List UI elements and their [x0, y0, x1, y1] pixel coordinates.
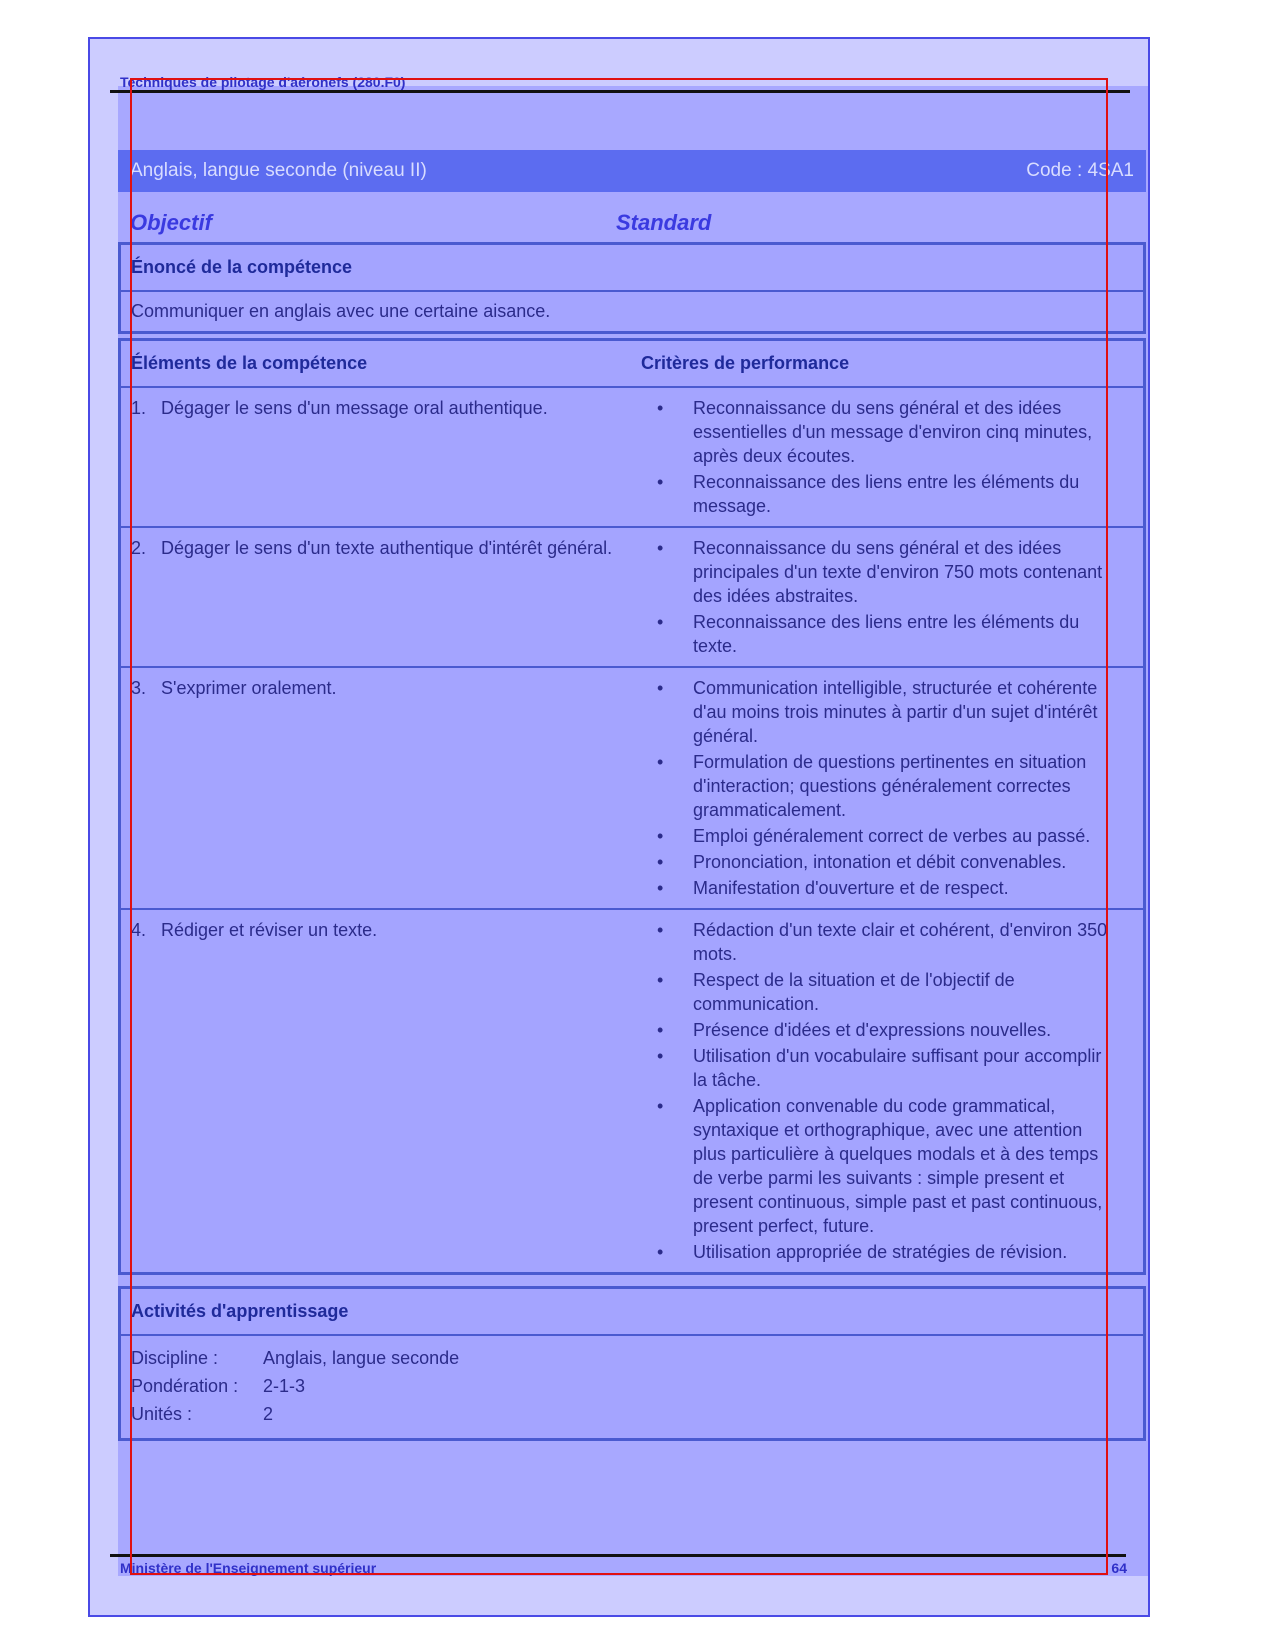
- activites-body: [121, 1336, 1143, 1438]
- elements-box: [118, 338, 1146, 1275]
- criterion-text: Présence d'idées et d'expressions nouvelles.: [693, 1020, 1052, 1040]
- objectif-title: Objectif: [130, 210, 212, 235]
- criterion-item: [651, 610, 1121, 658]
- criterion-item: [651, 968, 1121, 1016]
- criterion-item: [651, 850, 1121, 874]
- criterion-text: Emploi généralement correct de verbes au passé.: [693, 826, 1091, 846]
- activites-heading: Activités d'apprentissage: [121, 1289, 1143, 1336]
- discipline-value: Anglais, langue seconde: [263, 1348, 460, 1368]
- elements-rows: [121, 388, 1143, 1272]
- enonce-text: Communiquer en anglais avec une certaine aisance.: [131, 301, 551, 321]
- criterion-text: Formulation de questions pertinentes en situation d'interaction; questions généralement correctes grammaticalement.: [693, 752, 1087, 820]
- footer-rule: [110, 1554, 1126, 1557]
- unites-line: [131, 1400, 1133, 1428]
- element-description: [131, 536, 651, 660]
- element-row: [121, 668, 1143, 910]
- criterion-text: Respect de la situation et de l'objectif de communication.: [693, 970, 1015, 1014]
- discipline-label: Discipline :: [131, 1348, 219, 1368]
- bullet-icon: •: [657, 878, 664, 898]
- criterion-text: Reconnaissance du sens général et des idées principales d'un texte d'environ 750 mots contenant des idées abstraites.: [693, 538, 1103, 606]
- criteria-list: [651, 536, 1121, 660]
- bullet-icon: •: [657, 970, 664, 990]
- criteria-heading: Critères de performance: [641, 353, 850, 373]
- criterion-text: Utilisation d'un vocabulaire suffisant pour accomplir la tâche.: [693, 1046, 1102, 1090]
- element-row: [121, 910, 1143, 1272]
- element-text: Dégager le sens d'un message oral authentique.: [161, 398, 548, 418]
- criteria-list: [651, 676, 1121, 902]
- criterion-item: [651, 824, 1121, 848]
- element-text: Rédiger et réviser un texte.: [161, 920, 378, 940]
- criterion-text: Manifestation d'ouverture et de respect.: [693, 878, 1009, 898]
- criterion-item: [651, 876, 1121, 900]
- activites-box: [118, 1286, 1146, 1441]
- bullet-icon: •: [657, 612, 664, 632]
- element-description: [131, 676, 651, 902]
- page-number: 64: [1111, 1560, 1127, 1576]
- ponderation-value: 2-1-3: [263, 1376, 306, 1396]
- course-code: Code : 4SA1: [1026, 160, 1134, 181]
- element-row: [121, 388, 1143, 528]
- criterion-item: [651, 1044, 1121, 1092]
- elements-heading: Éléments de la compétence: [131, 353, 368, 373]
- standard-title: Standard: [616, 210, 712, 235]
- course-title: Anglais, langue seconde (niveau II): [130, 160, 427, 181]
- element-row: [121, 528, 1143, 668]
- criteria-list: [651, 396, 1121, 520]
- bullet-icon: •: [657, 826, 664, 846]
- running-header: Techniques de pilotage d'aéronefs (280.F0): [120, 74, 406, 90]
- criterion-item: [651, 1240, 1121, 1264]
- element-number: 4.: [131, 920, 147, 940]
- criterion-text: Reconnaissance du sens général et des idées essentielles d'un message d'environ cinq minutes, après deux écoutes.: [693, 398, 1093, 466]
- elements-header-row: [121, 341, 1143, 388]
- ponderation-label: Pondération :: [131, 1376, 239, 1396]
- criterion-text: Reconnaissance des liens entre les éléments du message.: [693, 472, 1080, 516]
- bullet-icon: •: [657, 752, 664, 772]
- element-description: [131, 396, 651, 520]
- enonce-box: [118, 242, 1146, 334]
- bullet-icon: •: [657, 678, 664, 698]
- bullet-icon: •: [657, 1242, 664, 1262]
- criterion-text: Reconnaissance des liens entre les éléments du texte.: [693, 612, 1080, 656]
- criterion-item: [651, 676, 1121, 748]
- bullet-icon: •: [657, 1020, 664, 1040]
- element-number: 3.: [131, 678, 147, 698]
- bullet-icon: •: [657, 1096, 664, 1116]
- enonce-heading: Énoncé de la compétence: [121, 245, 1143, 292]
- bullet-icon: •: [657, 852, 664, 872]
- criterion-item: [651, 396, 1121, 468]
- criterion-item: [651, 470, 1121, 518]
- criterion-item: [651, 536, 1121, 608]
- unites-value: 2: [263, 1404, 274, 1424]
- bullet-icon: •: [657, 472, 664, 492]
- bullet-icon: •: [657, 538, 664, 558]
- bullet-icon: •: [657, 398, 664, 418]
- criterion-item: [651, 750, 1121, 822]
- unites-label: Unités :: [131, 1404, 193, 1424]
- header-rule: [110, 90, 1130, 93]
- element-text: S'exprimer oralement.: [161, 678, 337, 698]
- course-title-bar: [118, 150, 1146, 192]
- criterion-item: [651, 1094, 1121, 1238]
- criterion-text: Application convenable du code grammatical, syntaxique et orthographique, avec une attention plus particulière à quelques modals et à des temps de verbe parmi les suivants : simple present et present continuous, simple past et past continuous, present perfect, future.: [693, 1096, 1103, 1236]
- criterion-text: Prononciation, intonation et débit convenables.: [693, 852, 1067, 872]
- element-number: 1.: [131, 398, 147, 418]
- criterion-text: Rédaction d'un texte clair et cohérent, d'environ 350 mots.: [693, 920, 1108, 964]
- element-text: Dégager le sens d'un texte authentique d'intérêt général.: [161, 538, 613, 558]
- bullet-icon: •: [657, 1046, 664, 1066]
- element-number: 2.: [131, 538, 147, 558]
- discipline-line: [131, 1344, 1133, 1372]
- element-description: [131, 918, 651, 1266]
- criteria-list: [651, 918, 1121, 1266]
- criterion-text: Utilisation appropriée de stratégies de révision.: [693, 1242, 1068, 1262]
- criterion-item: [651, 918, 1121, 966]
- criterion-item: [651, 1018, 1121, 1042]
- bullet-icon: •: [657, 920, 664, 940]
- criterion-text: Communication intelligible, structurée et cohérente d'au moins trois minutes à partir d'un sujet d'intérêt général.: [693, 678, 1098, 746]
- ponderation-line: [131, 1372, 1133, 1400]
- footer-ministry: Ministère de l'Enseignement supérieur: [120, 1560, 377, 1576]
